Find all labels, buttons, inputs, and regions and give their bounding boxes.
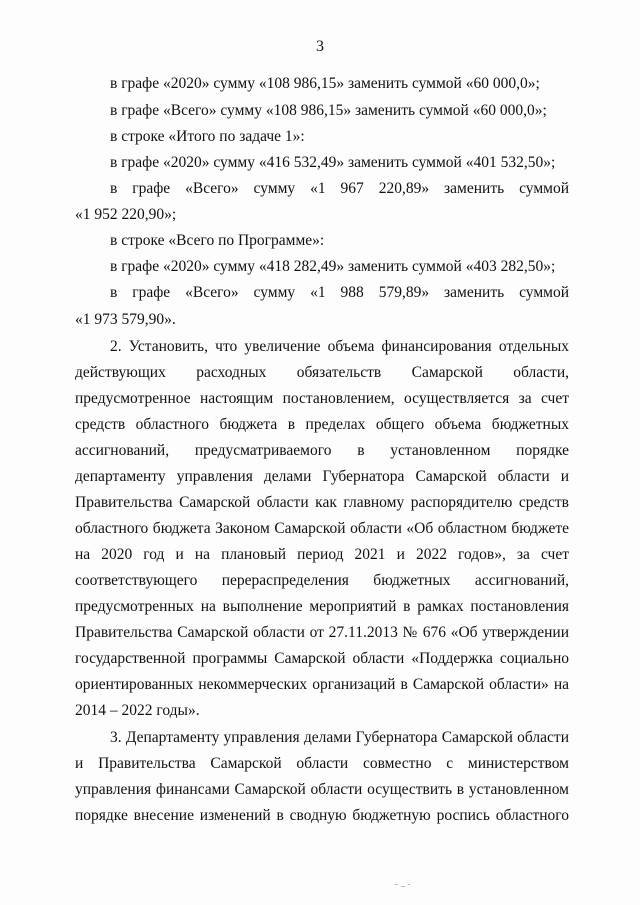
- text-line: в графе «2020» сумму «416 532,49» заменить суммой «401 532,50»;: [110, 154, 556, 171]
- text-line: ассигнований, предусматриваемого в установленном порядке: [75, 442, 569, 459]
- text-line: в графе «Всего» сумму «108 986,15» заменить суммой «60 000,0»;: [110, 102, 547, 119]
- scan-speck: [408, 884, 410, 885]
- text-line: ориентированных некоммерческих организаций в Самарской области» на: [75, 676, 569, 693]
- text-line: средств областного бюджета в пределах общего объема бюджетных: [75, 416, 569, 433]
- text-line: Правительства Самарской области как главному распорядителю средств: [75, 494, 569, 511]
- text-line: в графе «Всего» сумму «1 988 579,89» заменить суммой: [110, 284, 569, 301]
- text-line: управления финансами Самарской области осуществить в установленном: [75, 781, 569, 798]
- text-line: действующих расходных обязательств Самарской области,: [75, 364, 569, 381]
- scan-speck: [395, 884, 398, 885]
- text-line: «1 952 220,90»;: [75, 206, 177, 223]
- text-line: «1 973 579,90».: [75, 311, 176, 328]
- text-line: в графе «Всего» сумму «1 967 220,89» заменить суммой: [110, 180, 569, 197]
- text-line: предусмотренных на выполнение мероприятий в рамках постановления: [75, 598, 569, 615]
- text-line: департаменту управления делами Губернатора Самарской области и: [75, 468, 569, 485]
- text-line: областного бюджета Законом Самарской области «Об областном бюджете: [75, 520, 569, 537]
- text-line: Правительства Самарской области от 27.11.2013 № 676 «Об утверждении: [75, 624, 569, 641]
- text-line: государственной программы Самарской области «Поддержка социально: [75, 650, 569, 667]
- text-line: в строке «Всего по Программе»:: [110, 232, 325, 249]
- text-line: порядке внесение изменений в сводную бюджетную роспись областного: [75, 807, 569, 824]
- text-line: предусмотренное настоящим постановлением, осуществляется за счет: [75, 390, 569, 407]
- text-line: соответствующего перераспределения бюджетных ассигнований,: [75, 572, 569, 589]
- text-line: на 2020 год и на плановый период 2021 и 2022 годов», за счет: [75, 546, 569, 563]
- scan-speck: [401, 886, 405, 887]
- text-line: и Правительства Самарской области совместно с министерством: [75, 755, 569, 772]
- text-line: в графе «2020» сумму «418 282,49» заменить суммой «403 282,50»;: [110, 258, 556, 275]
- text-line: 2. Установить, что увеличение объема финансирования отдельных: [110, 338, 569, 355]
- text-line: 3. Департаменту управления делами Губернатора Самарской области: [110, 729, 569, 746]
- text-line: 2014 – 2022 годы».: [75, 702, 200, 719]
- page-number: 3: [316, 38, 324, 55]
- text-line: в графе «2020» сумму «108 986,15» заменить суммой «60 000,0»;: [110, 75, 540, 92]
- text-line: в строке «Итого по задаче 1»:: [110, 128, 305, 145]
